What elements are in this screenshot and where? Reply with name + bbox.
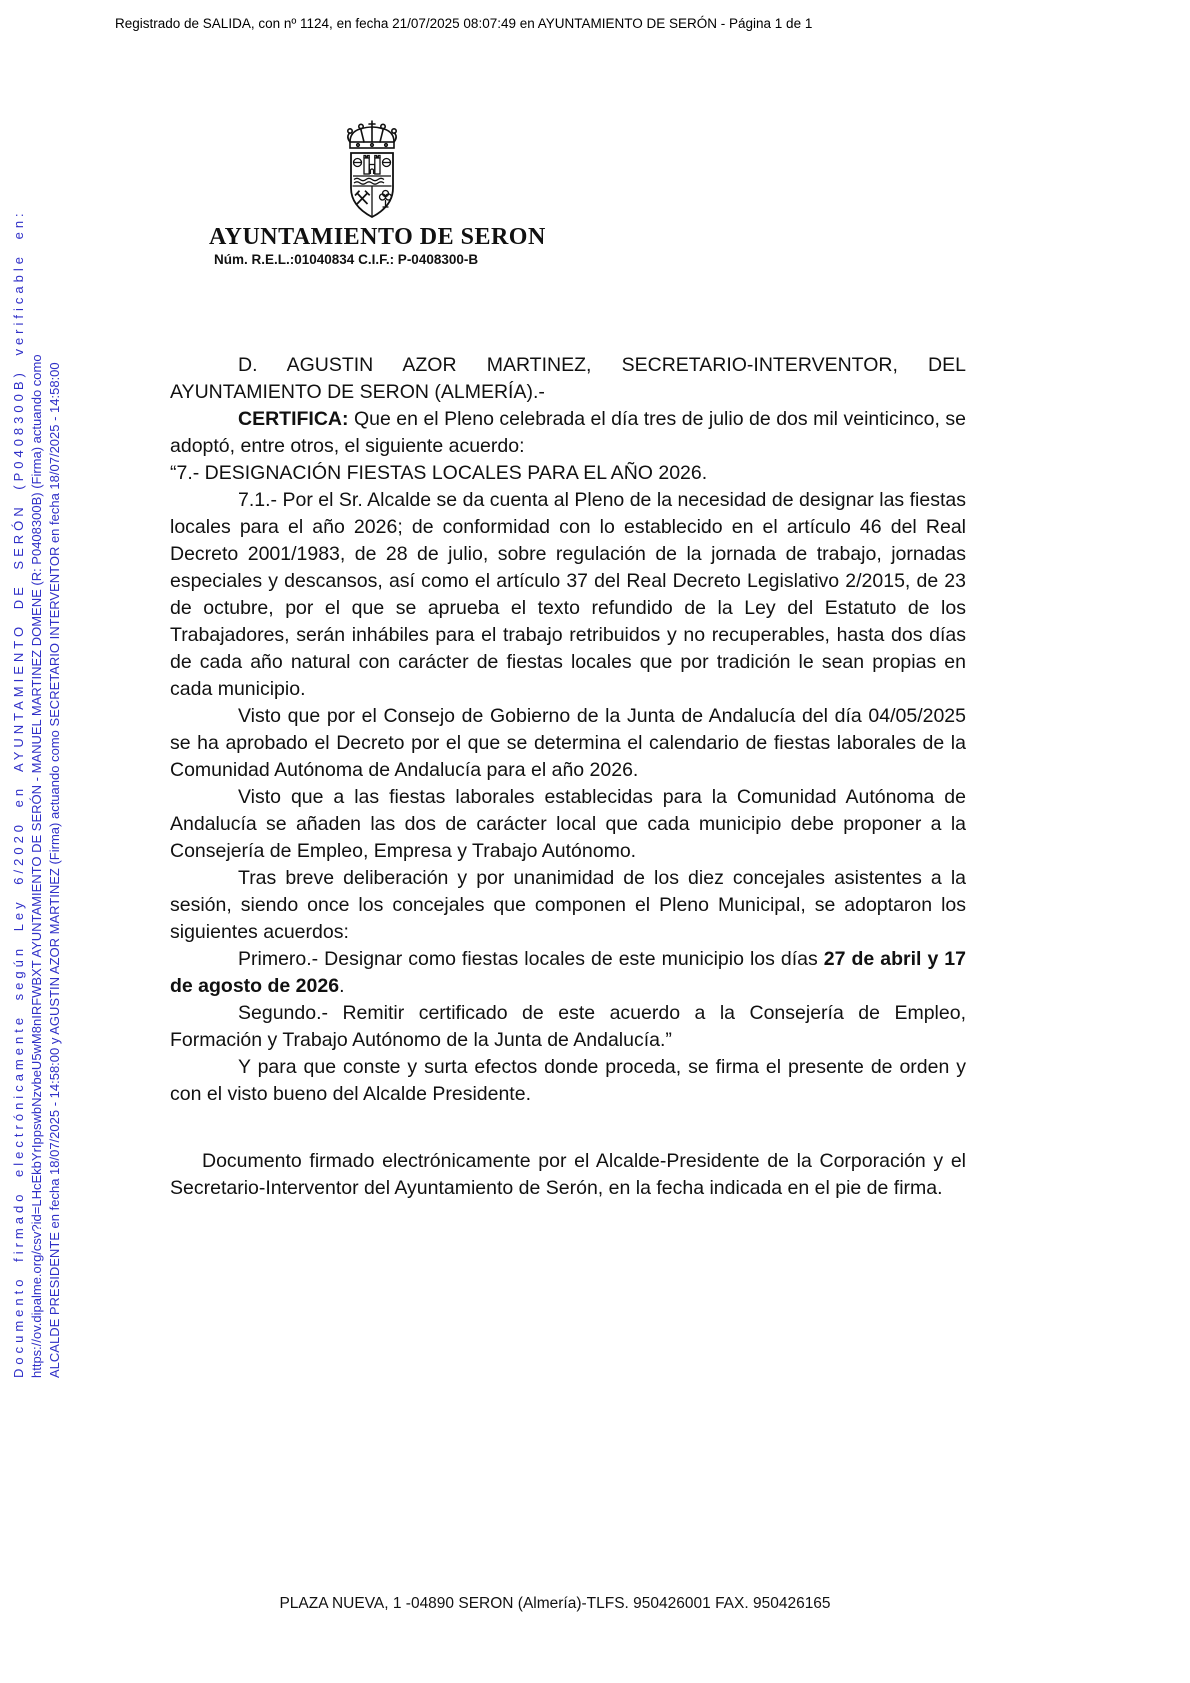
coat-of-arms-icon — [338, 120, 406, 222]
paragraph-visto-fiestas: Visto que a las fiestas laborales establecidas para la Comunidad Autónoma de Andalucía se añaden las dos de carácter local que cada municipio debe proponer a la Consejería de Empleo, Empresa y Trabajo Autónomo. — [170, 786, 966, 862]
paragraph-intro: D. AGUSTIN AZOR MARTINEZ, SECRETARIO-INTERVENTOR, DEL AYUNTAMIENTO DE SERON (ALMERÍA).- — [170, 354, 966, 403]
paragraph-segundo: Segundo.- Remitir certificado de este acuerdo a la Consejería de Empleo, Formación y Trabajo Autónomo de la Junta de Andalucía.” — [170, 1002, 966, 1051]
address-footer: PLAZA NUEVA, 1 -04890 SERON (Almería)-TLFS. 950426001 FAX. 950426165 — [279, 1595, 831, 1612]
paragraph-visto-decreto: Visto que por el Consejo de Gobierno de la Junta de Andalucía del día 04/05/2025 se ha aprobado el Decreto por el que se determina el calendario de fiestas laborales de la Comunidad Autónoma de Andalucía para el año 2026. — [170, 705, 966, 781]
org-name: AYUNTAMIENTO DE SERON — [209, 224, 546, 250]
registration-header: Registrado de SALIDA, con nº 1124, en fecha 21/07/2025 08:07:49 en AYUNTAMIENTO DE SERÓN - Página 1 de 1 — [115, 16, 813, 31]
primero-period: . — [339, 975, 345, 997]
paragraph-certifica — [170, 406, 966, 460]
paragraph-deliberacion: Tras breve deliberación y por unanimidad de los diez concejales asistentes a la sesión, siendo once los concejales que componen el Pleno Municipal, se adoptaron los siguientes acuerdos: — [170, 867, 966, 943]
certifica-label: CERTIFICA: — [238, 408, 349, 430]
paragraph-agreement-title: “7.- DESIGNACIÓN FIESTAS LOCALES PARA EL AÑO 2026. — [170, 462, 708, 484]
paragraph-firma-electronica: Documento firmado electrónicamente por el Alcalde-Presidente de la Corporación y el Secretario-Interventor del Ayuntamiento de Serón, en la fecha indicada en el pie de firma. — [170, 1150, 966, 1199]
signature-sidebar-line-1: Documento firmado electrónicamente según Ley 6/2020 en AYUNTAMIENTO DE SERÓN (P0408300B) verificable en: — [11, 209, 26, 1378]
org-registry-ids: Núm. R.E.L.:01040834 C.I.F.: P-0408300-B — [214, 252, 479, 267]
certifica-text: Que en el Pleno celebrada el día tres de julio de dos mil veinticinco, se adoptó, entre otros, el siguiente acuerdo: — [170, 408, 966, 457]
signature-sidebar-line-3: ALCALDE PRESIDENTE en fecha 18/07/2025 - 14:58:00 y AGUSTIN AZOR MARTINEZ (Firma) actuando como SECRETARIO INTERVENTOR en fecha 18/07/2025 - 14:58:00 — [47, 362, 62, 1378]
signature-sidebar-line-2: https://ov.dipalme.org/csv?id=LHcEkbYrIppswbNzvbeU5wM8nIRFWBXT AYUNTAMIENTO DE SERÓN - MANUEL MARTINEZ DOMENE (R: P0408300B) (Firma) actuando como — [29, 354, 44, 1378]
paragraph-7-1: 7.1.- Por el Sr. Alcalde se da cuenta al Pleno de la necesidad de designar las fiestas locales para el año 2026; de conformidad con lo establecido en el artículo 46 del Real Decreto 2001/1983, de 28 de julio, sobre regulación de la jornada de trabajo, jornadas especiales y descansos, así como el artículo 37 del Real Decreto Legislativo 2/2015, de 23 de octubre, por el que se aprueba el texto refundido de la Ley del Estatuto de los Trabajadores, serán inhábiles para el trabajo retribuidos y no recuperables, hasta dos días de cada año natural con carácter de fiestas locales que por tradición le sean propias en cada municipio. — [170, 489, 966, 700]
signature-sidebar — [10, 188, 66, 1378]
paragraph-conste: Y para que conste y surta efectos donde proceda, se firma el presente de orden y con el visto bueno del Alcalde Presidente. — [170, 1056, 966, 1105]
paragraph-primero — [170, 946, 966, 1000]
fiestas-dates: 27 de abril y 17 de agosto de 2026 — [170, 948, 966, 997]
primero-text: Primero.- Designar como fiestas locales de este municipio los días — [238, 948, 824, 970]
certificate-body — [170, 352, 966, 1202]
